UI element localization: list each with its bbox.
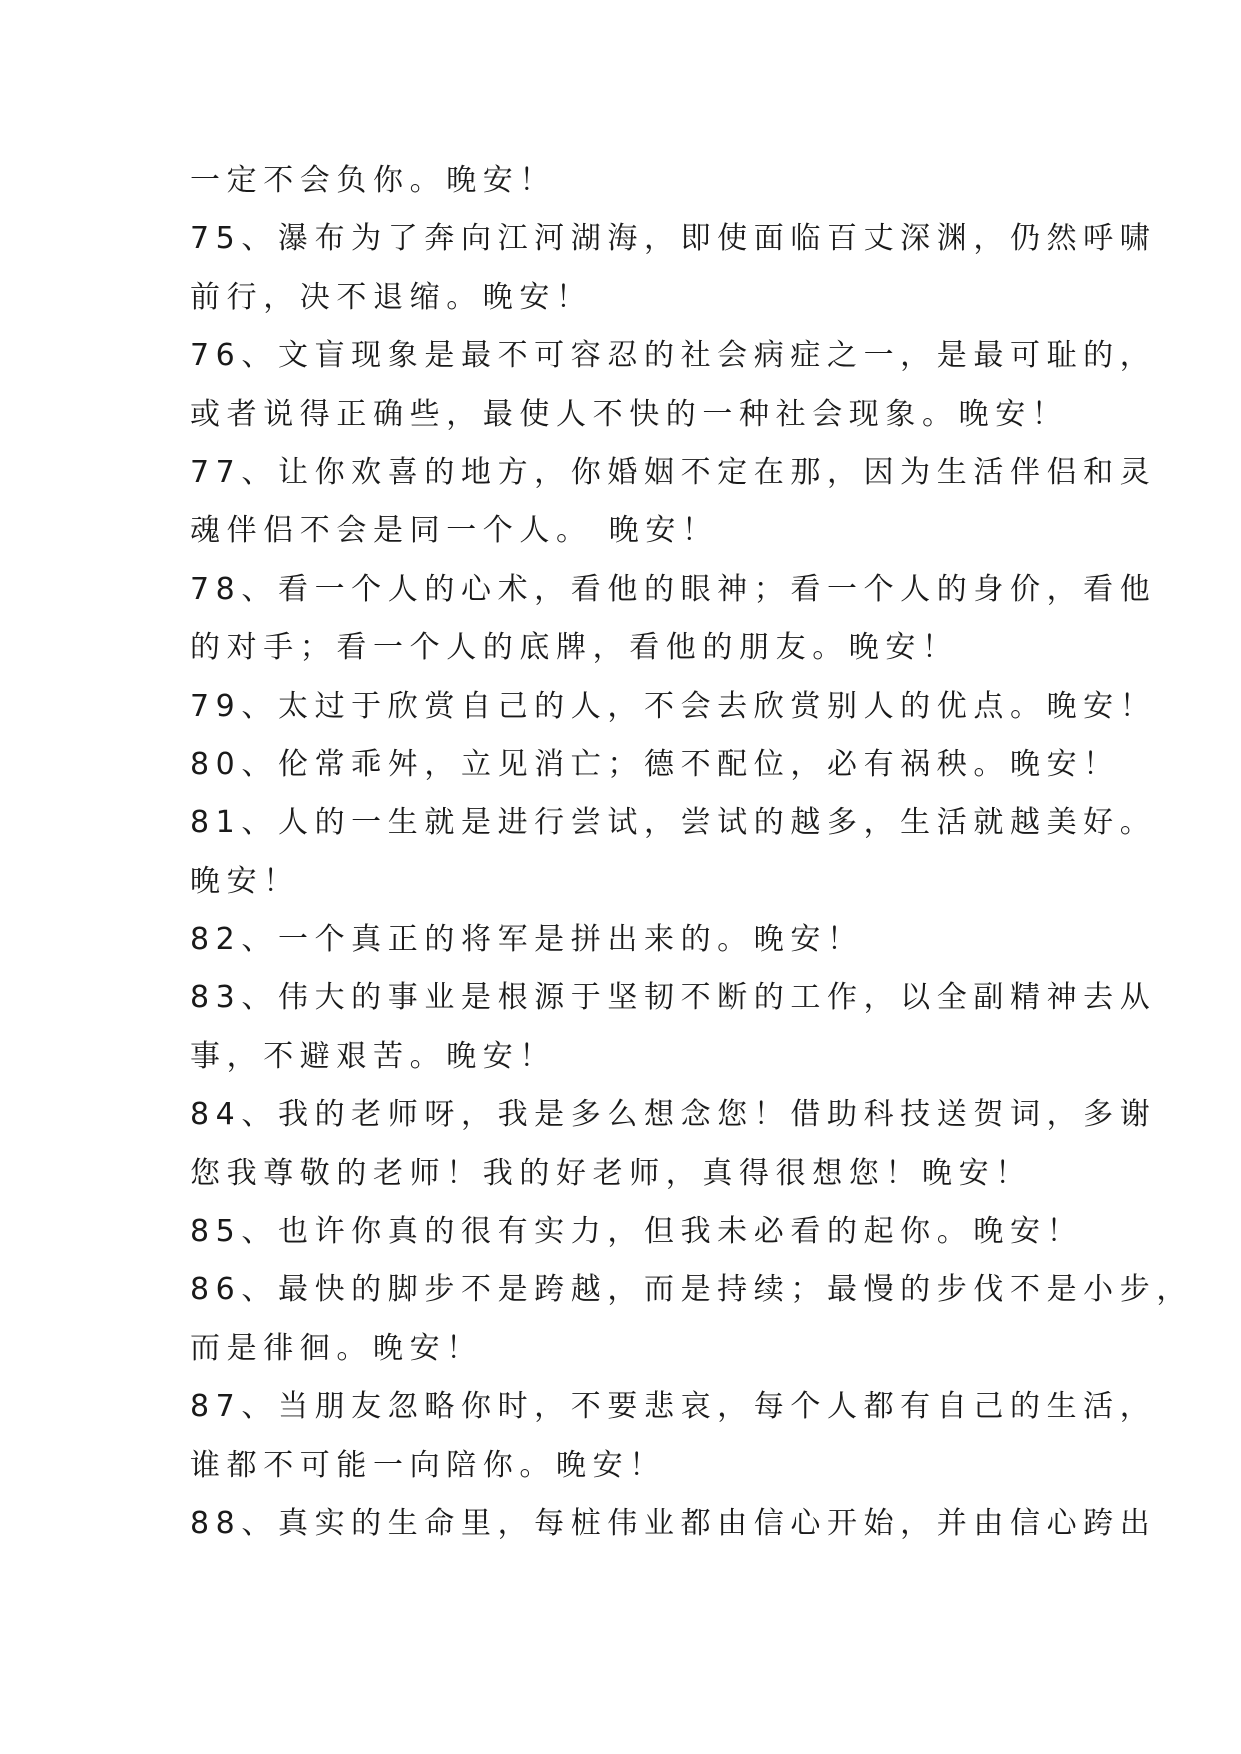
text-line: 82、一个真正的将军是拼出来的。晚安！ xyxy=(190,922,864,958)
text-line: 而是徘徊。晚安！ xyxy=(190,1330,483,1366)
text-line: 谁都不可能一向陪你。晚安！ xyxy=(190,1447,666,1483)
text-line: 晚安！ xyxy=(190,863,300,899)
text-line: 83、伟大的事业是根源于坚韧不断的工作，以全副精神去从 xyxy=(190,980,1157,1016)
text-line: 的对手；看一个人的底牌，看他的朋友。晚安！ xyxy=(190,630,959,666)
text-line: 或者说得正确些，最使人不快的一种社会现象。晚安！ xyxy=(190,396,1069,432)
text-line: 88、真实的生命里，每桩伟业都由信心开始，并由信心跨出 xyxy=(190,1505,1157,1541)
text-line: 77、让你欢喜的地方，你婚姻不定在那，因为生活伴侣和灵 xyxy=(190,454,1157,490)
text-line: 79、太过于欣赏自己的人，不会去欣赏别人的优点。晚安！ xyxy=(190,688,1157,724)
text-line: 前行，决不退缩。晚安！ xyxy=(190,279,593,315)
text-line: 85、也许你真的很有实力，但我未必看的起你。晚安！ xyxy=(190,1214,1084,1250)
text-line: 一定不会负你。晚安！ xyxy=(190,163,556,198)
text-line: 86、最快的脚步不是跨越，而是持续；最慢的步伐不是小步， xyxy=(190,1272,1193,1308)
text-line: 您我尊敬的老师！我的好老师，真得很想您！晚安！ xyxy=(190,1155,1032,1191)
text-line: 87、当朋友忽略你时，不要悲哀，每个人都有自己的生活， xyxy=(190,1389,1157,1425)
text-line: 78、看一个人的心术，看他的眼神；看一个人的身价，看他 xyxy=(190,571,1157,607)
text-line: 事，不避艰苦。晚安！ xyxy=(190,1038,556,1074)
text-line: 81、人的一生就是进行尝试，尝试的越多，生活就越美好。 xyxy=(190,805,1157,841)
text-line: 75、瀑布为了奔向江河湖海，即使面临百丈深渊，仍然呼啸 xyxy=(190,221,1157,257)
text-line: 魂伴侣不会是同一个人。 晚安！ xyxy=(190,513,719,549)
text-line: 80、伦常乖舛，立见消亡；德不配位，必有祸秧。晚安！ xyxy=(190,746,1120,782)
text-line: 76、文盲现象是最不可容忍的社会病症之一，是最可耻的， xyxy=(190,338,1157,374)
text-line: 84、我的老师呀，我是多么想念您！借助科技送贺词，多谢 xyxy=(190,1097,1157,1133)
document-body xyxy=(190,152,1193,1553)
